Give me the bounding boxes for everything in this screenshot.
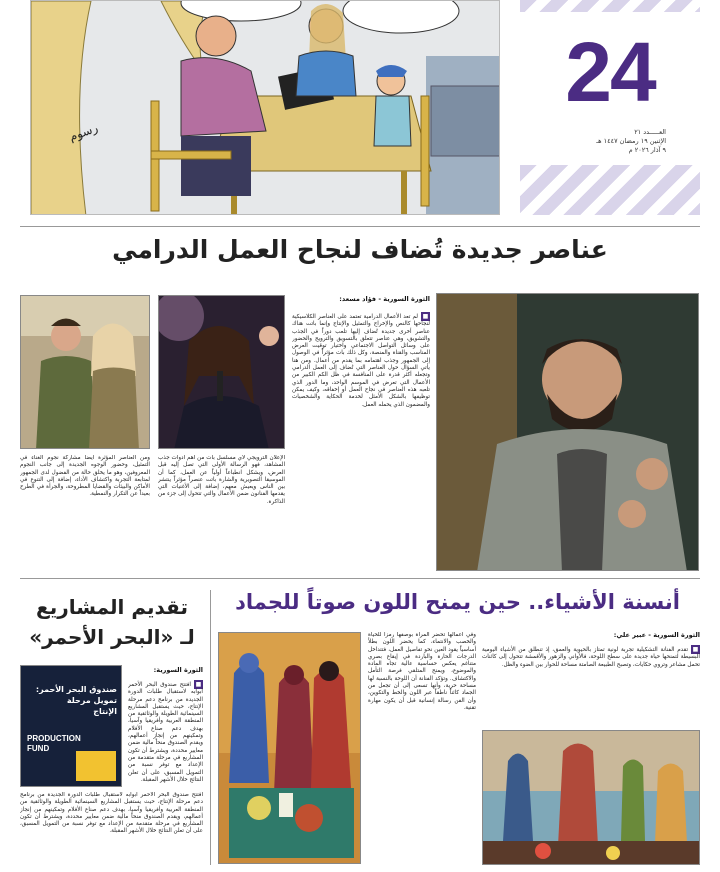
couple-photo bbox=[20, 295, 150, 449]
article-marker-icon-2: ■ bbox=[692, 646, 699, 653]
page-number: 24 bbox=[565, 25, 655, 119]
main-article-text-b: ومن هنا يأتي السؤال حول العناصر التي تُضاف إلى العمل الدرامي وتجعله أكثر قدرة على المنافسة في ظل الكم الكبير من الأعمال التي تعرض في الموسم الواحد، وما الدور الذي تلعبه هذه العناصر في نجاح العمل أو إخفاقه، وكيف يمكن توظيفها بالشكل الأمثل لخدمة الحكاية والشخصيات والمضمون الذي يحمله العمل. bbox=[292, 357, 430, 408]
article-marker-icon: ■ bbox=[422, 313, 429, 320]
main-article-col-1 bbox=[292, 312, 430, 570]
art-byline: الثورة السورية - عبير علي: bbox=[613, 632, 700, 639]
column-divider bbox=[210, 590, 211, 865]
poster-line-2: تمويل مرحلة bbox=[66, 696, 117, 705]
poster-en-line-1: PRODUCTION bbox=[27, 734, 81, 743]
main-headline: عناصر جديدة تُضاف لنجاح العمل الدرامي bbox=[112, 235, 608, 264]
art-byline-row bbox=[482, 632, 700, 644]
fund-article-text-cont: افتتح صندوق البحر الأحمر أبوابه لاستقبال طلبات الدورة الجديدة من برنامج دعم مرحلة الإنتاج، حيث يستقبل المشاريع السينمائية الطويلة والوثائقية من المنطقة العربية وأفريقيا وآسيا، بهدف دعم صناع الأفلام وتمكينهم من إنجاز أعمالهم، ويقدم الصندوق منحاً مالية ضمن معايير محددة، ويشترط أن تكون المشاريع في مرحلة متقدمة من الإعداد مع توفر نسبة من التمويل المسبق، على أن تعلن النتائج خلال الأشهر المقبلة. bbox=[20, 792, 203, 835]
fund-headline-line-1: تقديم المشاريع bbox=[36, 595, 188, 619]
art-article-text-c: وتؤكد الفنانة أن اللوحة بالنسبة لها مساحة حرية، وأنها تسعى إلى أن تجعل من الجماد كائناً ناطقاً عبر اللون والخط والتكوين، وأن الفن رسالة إنسانية قبل أن يكون مهارة تقنية. bbox=[368, 675, 476, 711]
issue-number: العـــــدد ٢١ bbox=[634, 128, 666, 136]
page-number-block bbox=[520, 0, 700, 215]
main-article-text-d: ومن العناصر المؤثرة أيضاً مشاركة نجوم الغناء في التمثيل، وحضور الوجوه الجديدة إلى جانب النجوم المعروفين، وهو ما يخلق حالة من الفضول لدى الجمهور لمتابعة التجربة واكتشاف الأداء، إضافة إلى التنوع في الأماكن والبيئات والقضايا المطروحة، والجرأة في الطرح بعيداً عن التكرار والنمطية. bbox=[20, 455, 150, 498]
issue-date-gregorian: ٩ آذار ٢٠٢٦ م bbox=[628, 146, 666, 154]
singer-photo bbox=[158, 295, 285, 449]
fund-headline bbox=[22, 592, 202, 652]
painting-women bbox=[218, 632, 361, 864]
cartoon-illustration bbox=[30, 0, 500, 215]
main-article-text-c: الإعلان الترويجي لأي مسلسل بات من أهم أدوات جذب المشاهد، فهو الرسالة الأولى التي تصل إليه قبل العرض، ويشكل انطباعاً أولياً عن العمل، كما أن الموسيقا التصويرية والشارة باتت عنصراً مؤثراً ينتشر بين الناس ويعيش معهم، إضافة إلى الأغنيات التي يقدمها الفنانون ضمن الأعمال والتي تتحول إلى جزء من الذاكرة. bbox=[158, 455, 285, 505]
fund-article-text: افتتح صندوق البحر الأحمر أبوابه لاستقبال طلبات الدورة الجديدة من برنامج دعم مرحلة الإنتاج، حيث يستقبل المشاريع السينمائية الطويلة والوثائقية من المنطقة العربية وأفريقيا وآسيا، بهدف دعم صناع الأفلام وتمكينهم من إنجاز أعمالهم، ويقدم الصندوق منحاً مالية ضمن معايير محددة، ويشترط أن تكون المشاريع في مرحلة متقدمة من الإعداد مع توفر نسبة من التمويل المسبق، على أن تعلن النتائج خلال الأشهر المقبلة. bbox=[128, 682, 203, 783]
fund-article-col-1 bbox=[128, 680, 203, 788]
fund-byline: الثورة السورية: bbox=[153, 667, 203, 674]
article-marker-icon-3: ■ bbox=[195, 681, 202, 688]
main-byline: الثورة السورية - فؤاد مسعد: bbox=[339, 296, 430, 303]
poster-logo-shape bbox=[76, 751, 116, 781]
fund-article-col-2 bbox=[20, 792, 203, 865]
art-headline: أنسنة الأشياء.. حين يمنح اللون صوتاً للجماد bbox=[235, 590, 680, 614]
cartoon-signature: رسوم bbox=[67, 120, 100, 144]
art-article-col-1 bbox=[482, 645, 700, 725]
actor-photo bbox=[436, 293, 699, 571]
painting-still-life bbox=[482, 730, 700, 865]
top-stripe bbox=[520, 0, 700, 12]
poster-line-1: صندوق البحر الأحمر: bbox=[35, 685, 117, 694]
bottom-stripe bbox=[520, 165, 700, 215]
art-article-text-a: تقدم الفنانة التشكيلية تجربة لونية تمتاز بالحيوية والعمق، إذ تنطلق من الأشياء اليومية البسيطة لتمنحها حياة جديدة على سطح اللوحة، فالأواني والزهور والأقمشة تتحول إلى كائنات تحمل مشاعر وتروي حكايات، وتصبح الطبيعة الصامتة مساحة للحوار بين الضوء والظل. bbox=[482, 647, 700, 668]
art-article-text-b: وفي أعمالها تحضر المرأة بوصفها رمزاً للحياة والخصب والانتماء، كما يحضر اللون بطلاً أساسياً يقود العين نحو تفاصيل العمل، فتتداخل الدرجات الحارة والباردة في إيقاع بصري متناغم يعكس حساسية عالية تجاه المادة والموضوع، ويمنح المتلقي فرصة التأمل والاكتشاف. bbox=[368, 632, 476, 682]
art-article-col-2 bbox=[368, 632, 476, 867]
main-article-text-a: لم تعد الأعمال الدرامية تعتمد على العناصر الكلاسيكية لنجاحها كالنص والإخراج والتمثيل والإنتاج وإنما باتت هناك عناصر أخرى جديدة تُضاف إليها تلعب دوراً في الجذب والتشويق، وهي عناصر تتعلق بالتسويق والترويج والحضور على وسائل التواصل الاجتماعي واختيار توقيت العرض المناسب والقناة والمنصة، وكل ذلك بات مؤثراً في الوصول إلى الجمهور وجذب اهتمامه بما يقدم من أعمال. bbox=[292, 314, 430, 364]
poster-line-3: الإنتاج bbox=[93, 707, 117, 716]
fund-byline-row bbox=[128, 667, 203, 679]
main-article-col-3 bbox=[20, 455, 150, 570]
main-article-col-2 bbox=[158, 455, 285, 570]
issue-date-hijri: الإثنين ١٩ رمضان ١٤٤٧ هـ bbox=[596, 137, 666, 145]
poster-en-line-2: FUND bbox=[27, 744, 50, 753]
fund-poster bbox=[20, 665, 122, 787]
divider bbox=[20, 226, 700, 227]
fund-headline-line-2: لـ «البحر الأحمر» bbox=[29, 625, 195, 649]
divider-2 bbox=[20, 578, 700, 579]
